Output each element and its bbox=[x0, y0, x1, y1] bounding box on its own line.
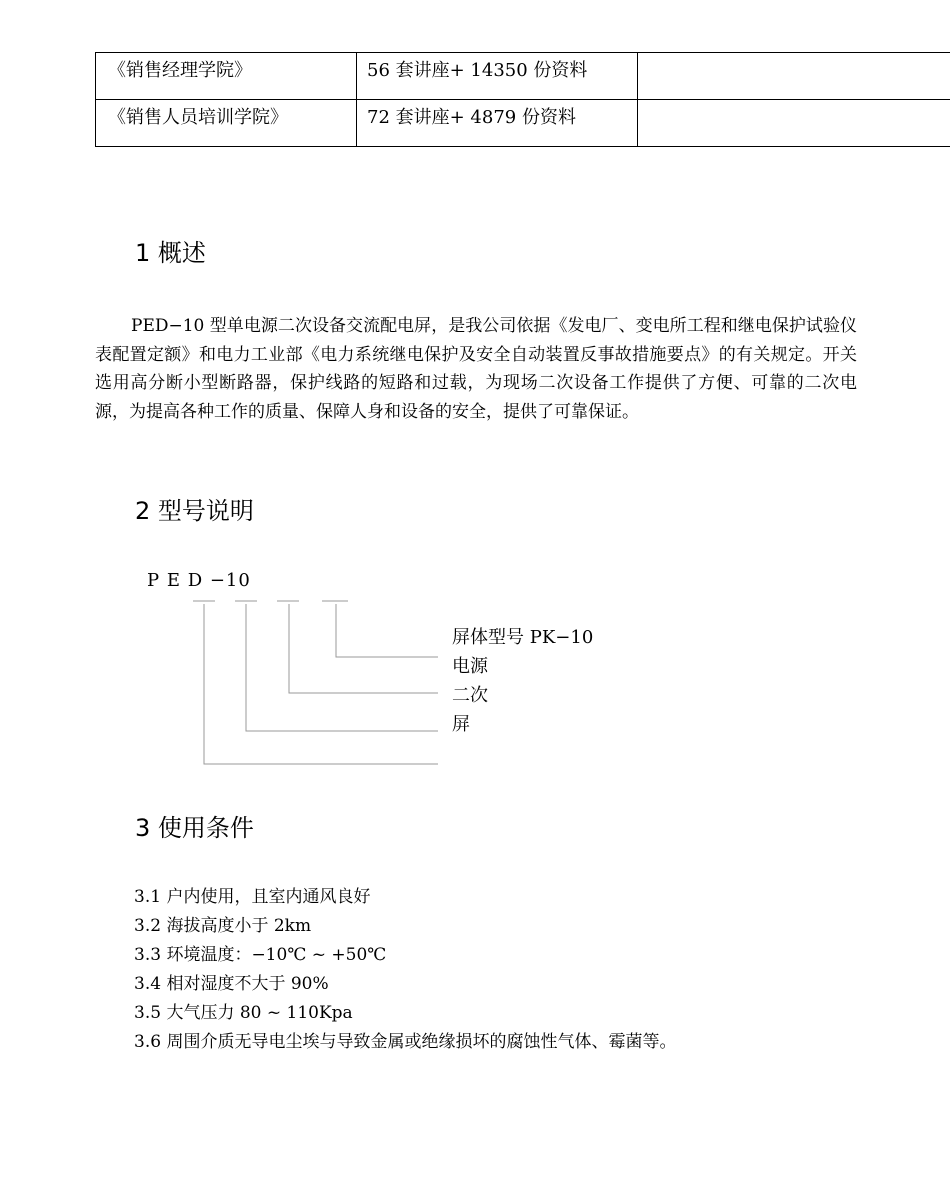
list-item: 3.4 相对湿度不大于 90% bbox=[134, 974, 329, 994]
model-code: P E D −10 bbox=[147, 570, 251, 591]
label-screen: 屏 bbox=[452, 714, 470, 735]
label-screen-model: 屏体型号 PK−10 bbox=[452, 627, 594, 648]
leader-line-pk10 bbox=[336, 604, 438, 657]
leader-line-screen bbox=[204, 604, 438, 764]
section-heading-overview: 1 概述 bbox=[135, 239, 206, 267]
label-power: 电源 bbox=[452, 656, 488, 677]
section-heading-conditions: 3 使用条件 bbox=[135, 814, 254, 842]
list-item: 3.2 海拔高度小于 2km bbox=[134, 916, 312, 936]
list-item: 3.5 大气压力 80 ~ 110Kpa bbox=[134, 1003, 353, 1023]
table-cell: 《销售经理学院》 bbox=[96, 53, 357, 100]
overview-paragraph: PED−10 型单电源二次设备交流配电屏，是我公司依据《发电厂、变电所工程和继电保护试验仪表配置定额》和电力工业部《电力系统继电保护及安全自动装置反事故措施要点》的有关规定。开关选用高分断小型断路器，保护线路的短路和过载，为现场二次设备工作提供了方便、可靠的二次电源，为提高各种工作的质量、保障人身和设备的安全，提供了可靠保证。 bbox=[95, 316, 857, 422]
conditions-list bbox=[134, 883, 676, 1057]
table-cell: 56 套讲座+ 14350 份资料 bbox=[357, 53, 638, 100]
label-secondary: 二次 bbox=[452, 685, 488, 706]
list-item: 3.3 环境温度：−10℃ ~ +50℃ bbox=[134, 945, 387, 965]
table-cell: 72 套讲座+ 4879 份资料 bbox=[357, 100, 638, 147]
section-heading-model: 2 型号说明 bbox=[135, 497, 254, 525]
table-cell: 《销售人员培训学院》 bbox=[96, 100, 357, 147]
list-item: 3.6 周围介质无导电尘埃与导致金属或绝缘损坏的腐蚀性气体、霉菌等。 bbox=[134, 1032, 677, 1052]
list-item: 3.1 户内使用，且室内通风良好 bbox=[134, 887, 371, 907]
leader-line-power bbox=[289, 604, 438, 693]
leader-line-secondary bbox=[246, 604, 438, 731]
